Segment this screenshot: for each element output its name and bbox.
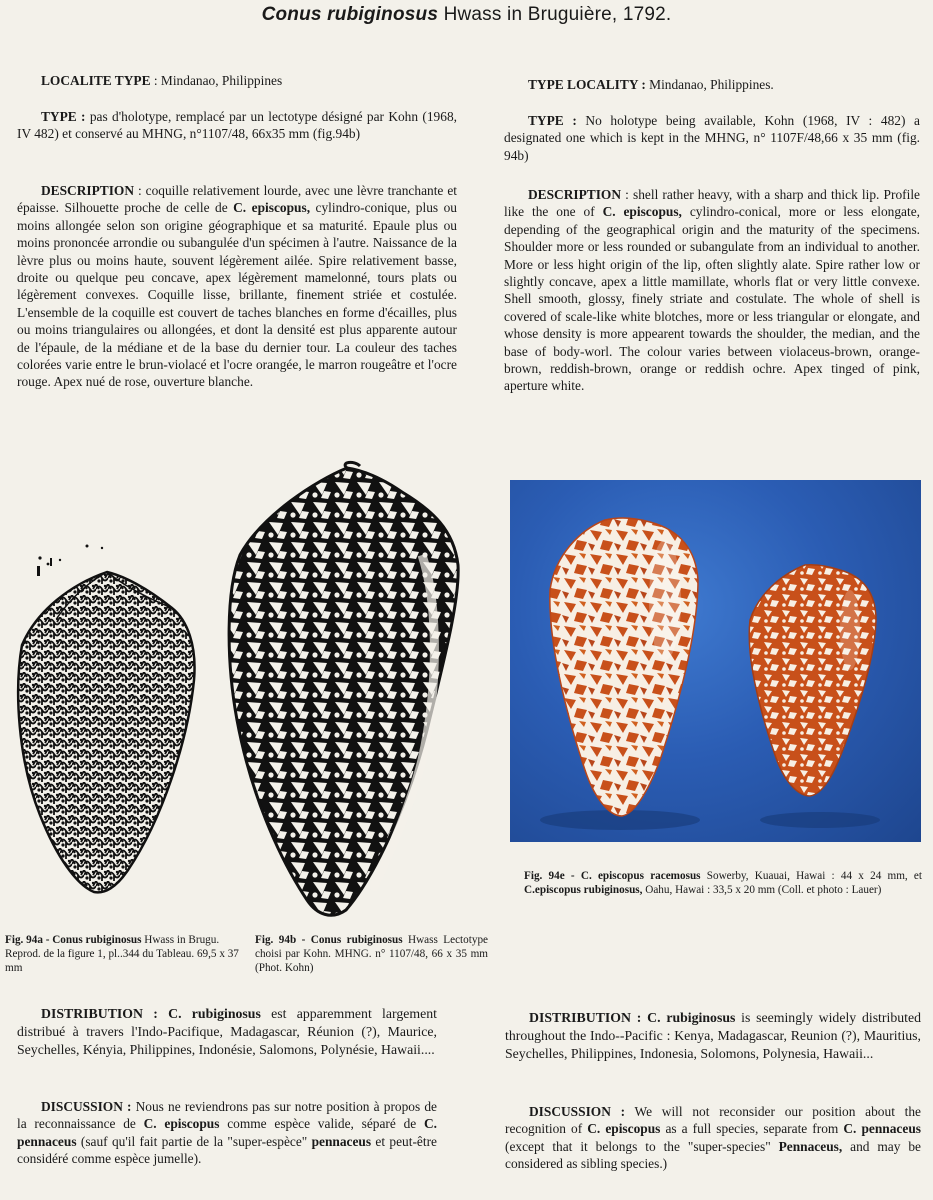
species-author: Hwass in Bruguière, 1792. <box>438 4 672 25</box>
fr-discussion-text-4: et peut-être considéré comme espèce jumelle). <box>17 1133 437 1167</box>
fr-discussion-text-1: Nous ne reviendrons pas sur notre position à propos de la reconnaissance de <box>17 1099 437 1132</box>
caption-fig-94b <box>255 933 488 975</box>
en-distribution-species: C. rubiginosus <box>641 1010 736 1025</box>
fig-94a-shell-engraving <box>12 540 202 910</box>
en-description-text-1: : shell rather heavy, with a sharp and thick lip. Profile like the one of <box>504 187 920 220</box>
en-distribution-text: is seemingly widely distributed throughout the Indo--Pacific : Kenya, Madagascar, Reunion (?), Mauritius, Seychelles, Philippines, Indonesia, Solomons, Polynesia, Hawaii... <box>505 1010 921 1061</box>
en-discussion-species-2: C. pennaceus <box>843 1121 921 1137</box>
fr-description <box>17 182 457 391</box>
en-description-label: DESCRIPTION <box>528 187 622 202</box>
en-discussion-text-1: We will not reconsider our position about the recognition of <box>505 1104 922 1137</box>
fr-type-text: pas d'holotype, remplacé par un lectotype désigné par Kohn (1968, IV 482) et conservé au MHNG, n°1107/48, 66x35 mm (fig.94b) <box>17 109 457 142</box>
en-locality-label: TYPE LOCALITY : <box>528 77 646 92</box>
fr-discussion-text-2: comme espèce valide, séparé de <box>219 1116 424 1132</box>
caption-fig-94a-text: Hwass in Brugu. Reprod. de la figure 1, pl..344 du Tableau. 69,5 x 37 mm <box>5 934 239 974</box>
caption-fig-94e-bold-2: C.episcopus rubiginosus, <box>524 884 643 896</box>
en-type <box>504 112 920 164</box>
fr-localite-label: LOCALITE TYPE <box>41 73 151 88</box>
fr-discussion-text-3: (sauf qu'il fait partie de la "super-espèce" <box>76 1133 312 1149</box>
fr-description-label: DESCRIPTION <box>41 183 135 198</box>
en-discussion-species-3: Pennaceus, <box>778 1138 843 1154</box>
fr-description-species: C. episcopus, <box>233 200 311 216</box>
en-discussion-text-3: (except that it belongs to the "super-species" <box>505 1138 779 1154</box>
en-type-text: No holotype being available, Kohn (1968, IV : 482) a designated one which is kept in the MHNG, n° 1107F/48,66 x 35 mm (fig. 94b) <box>504 113 920 163</box>
fr-distribution-text: est apparemment largement distribué à travers l'Indo-Pacifique, Madagascar, Réunion (?), Maurice, Seychelles, Kényia, Philippines, Indonésie, Salomons, Polynésie, Hawaii.... <box>17 1006 437 1057</box>
species-name: Conus rubiginosus <box>261 4 439 25</box>
caption-fig-94e-bold-1: Fig. 94e - C. episcopus racemosus <box>524 870 701 882</box>
fig-94b-shell-lectotype <box>222 460 472 930</box>
fr-discussion-species-2: C. pennaceus <box>17 1116 437 1149</box>
caption-fig-94a <box>5 933 245 975</box>
fr-description-text-1: : coquille relativement lourde, avec une lèvre tranchante et épaisse. Silhouette proche de celle de <box>17 183 457 216</box>
fr-distribution-species: C. rubiginosus <box>157 1006 261 1021</box>
en-discussion <box>505 1103 921 1173</box>
fr-discussion-species-3: pennaceus <box>311 1133 372 1149</box>
en-discussion-text-4: and may be considered as sibling species.) <box>505 1138 921 1172</box>
caption-fig-94e-text-2: Oahu, Hawai : 33,5 x 20 mm (Coll. et photo : Lauer) <box>642 884 882 896</box>
caption-fig-94a-bold: Fig. 94a - Conus rubiginosus <box>5 934 142 946</box>
en-locality-text: Mindanao, Philippines. <box>645 77 774 92</box>
en-locality <box>504 76 920 93</box>
fr-discussion-label: DISCUSSION : <box>41 1099 132 1114</box>
caption-fig-94b-text: Hwass Lectotype choisi par Kohn. MHNG. n° 1107/48, 66 x 35 mm (Phot. Kohn) <box>255 934 488 974</box>
caption-fig-94b-bold: Fig. 94b - Conus rubiginosus <box>255 934 403 946</box>
en-distribution <box>505 1009 921 1063</box>
en-description-text-2: cylindro-conical, more or less elongate, depending of the geographical origin and the maturity of the specimens. Shoulder more or less rounded or subangulate from an individual to another. More or less hight origin of the lip, often slightly alate. Spire rather low or slightly concave, apex a little mamillate, whorls flat or very little convexe. Shell smooth, glossy, finely striate and costulate. The whole of shell is covered of scale-like white blotches, more or less triangular or elongate, and whose density is more appearent towards the shoulder, the median, and the base of body-worl. The colour varies between violaceus-brown, orange-brown, reddish-brown, orange or reddish ochre. Apex tinged of pink, aperture white. <box>504 204 920 394</box>
en-description-species: C. episcopus, <box>602 204 682 220</box>
fig-94e-shells <box>510 480 921 842</box>
fr-localite-text: : Mindanao, Philippines <box>150 73 283 88</box>
fr-description-text-2: cylindro-conique, plus ou moins allongée selon son origine géographique et sa maturité. Epaule plus ou moins prononcée arrondie ou subangulée d'un spécimen à l'autre. Naissance de la lèvre plus ou moins haute, souvent légèrement ailée. Spire relativement basse, droite ou quelque peu concave, apex légèrement mamelonné, tours plats ou légèrement convexes. Coquille lisse, brillante, finement striée et costulée. L'ensemble de la coquille est couvert de taches blanches en forme d'écailles, plus ou moins triangulaires ou allongées, et dont la densité est plus apparente autour de l'épaule, de la médiane et de la base du dernier tour. La couleur des taches colorées varie entre le brun-violacé et l'ocre orangée, le marron rougeâtre et l'ocre rouge. Apex nué de rose, ouverture blanche. <box>17 200 457 390</box>
fig-94e-photo <box>510 480 921 842</box>
en-discussion-label: DISCUSSION : <box>529 1104 626 1119</box>
en-discussion-species-1: C. episcopus <box>587 1121 661 1137</box>
caption-fig-94e <box>524 869 922 897</box>
fr-discussion-species-1: C. episcopus <box>143 1116 220 1132</box>
en-discussion-text-2: as a full species, separate from <box>660 1121 844 1137</box>
en-type-label: TYPE : <box>528 113 577 128</box>
en-description <box>504 186 920 395</box>
fr-type-label: TYPE : <box>41 109 86 124</box>
fr-discussion <box>17 1098 437 1168</box>
page-title <box>0 4 933 26</box>
fr-localite <box>17 72 457 89</box>
fr-distribution <box>17 1005 437 1059</box>
fr-type <box>17 108 457 143</box>
caption-fig-94e-text-1: Sowerby, Kuauai, Hawai : 44 x 24 mm, et <box>700 870 922 882</box>
en-distribution-label: DISTRIBUTION : <box>529 1010 642 1025</box>
fr-distribution-label: DISTRIBUTION : <box>41 1006 158 1021</box>
